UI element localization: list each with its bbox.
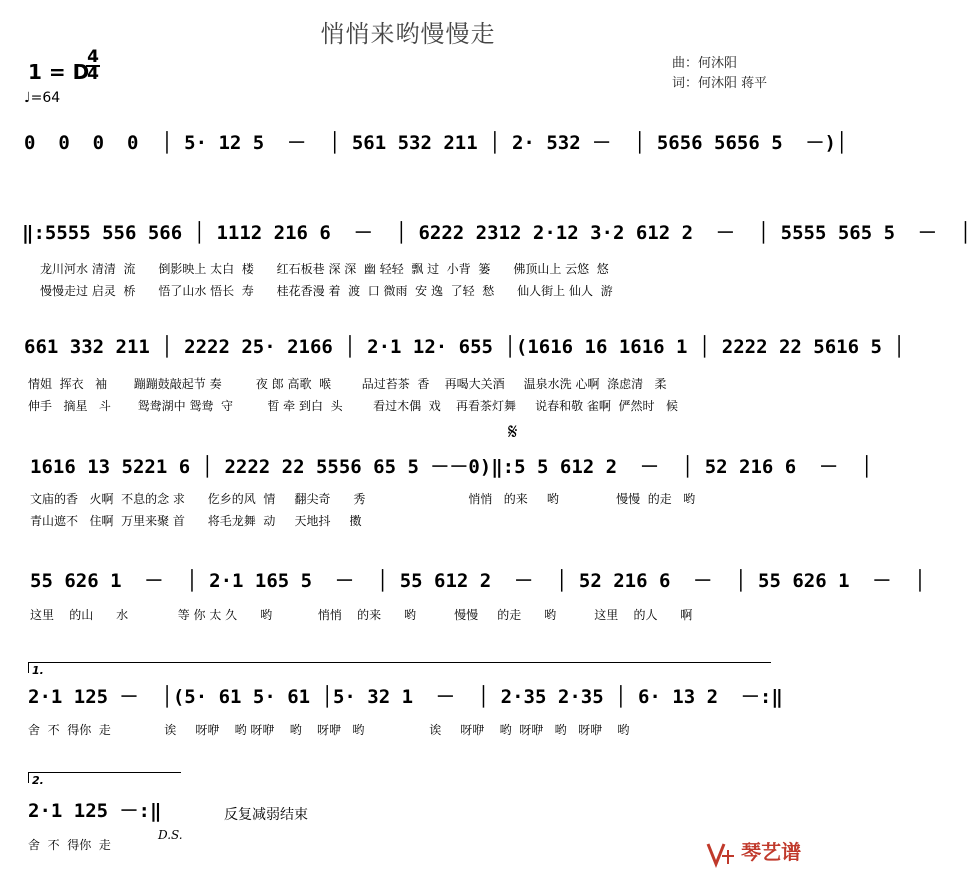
staff-line-3: 661 332 211 │ 2222 25· 2166 │ 2·1 12· 655 │(1616 16 1616 1 │ 2222 22 5616 5 │	[24, 336, 905, 358]
lyrics-3a: 情姐 挥衣 袖 蹦蹦鼓敲起节 奏 夜 郎 高歌 喉 品过苔茶 香 再喝大关酒 温泉水洗 心啊 涤虑清 柔	[28, 377, 667, 391]
watermark-logo	[706, 836, 801, 868]
key-signature: 1 = D	[28, 60, 90, 84]
tempo-marking: ♩=64	[24, 90, 61, 106]
lyrics-4b: 青山遮不 住啊 万里来聚 首 将毛龙舞 动 天地抖 擞	[30, 514, 362, 528]
time-signature	[86, 47, 100, 84]
score-title: 悄悄来哟慢慢走	[320, 20, 496, 48]
lyrics-5: 这里 的山 水 等 你 太 久 哟 悄悄 的来 哟 慢慢 的走 哟 这里 的人 啊	[30, 608, 693, 622]
staff-line-2: ‖:5555 556 566 │ 1112 216 6 － │ 6222 2312 2·12 3·2 612 2 － │ 5555 565 5 － │	[22, 222, 971, 244]
staff-line-1: 0 0 0 0 │ 5· 12 5 － │ 561 532 211 │ 2· 532 － │ 5656 5656 5 －)│	[24, 132, 848, 154]
staff-line-5: 55 626 1 － │ 2·1 165 5 － │ 55 612 2 － │ 52 216 6 － │ 55 626 1 － │	[30, 570, 926, 592]
staff-line-6: 2·1 125 － │(5· 61 5· 61 │5· 32 1 － │ 2·35 2·35 │ 6· 13 2 －:‖	[28, 686, 783, 708]
lyrics-2b: 慢慢走过 启灵 桥 悟了山水 悟长 寿 桂花香漫 着 渡 口 微雨 安 逸 了轻 愁 仙人街上 仙人 游	[40, 284, 613, 298]
staff-line-4: 1616 13 5221 6 │ 2222 22 5556 65 5 －－0)‖:5 5 612 2 － │ 52 216 6 － │	[30, 456, 873, 478]
volta-label-2: 2.	[32, 774, 44, 787]
lyrics-3b: 伸手 摘星 斗 鸳鸯湖中 鸳鸯 守 晢 牵 到白 头 看过木偶 戏 再看茶灯舞 说春和敬 雀啊 俨然时 候	[28, 399, 678, 413]
volta-label-1: 1.	[32, 664, 44, 677]
lyrics-2a: 龙川河水 清清 流 倒影映上 太白 楼 红石板巷 深 深 幽 轻轻 飘 过 小背 篓 佛顶山上 云悠 悠	[40, 262, 609, 276]
lyricist-credit: 词：何沐阳 蒋平	[672, 76, 768, 91]
logo-mark-icon	[706, 842, 736, 868]
segno-icon: 𝄋	[508, 420, 518, 445]
lyrics-7: 舍 不 得你 走	[28, 838, 111, 852]
lyrics-4a: 文庙的香 火啊 不息的念 求 仡乡的风 情 翻尖奇 秀 悄悄 的来 哟 慢慢 的走 哟	[30, 492, 696, 506]
composer-credit: 曲：何沐阳	[672, 56, 738, 71]
volta-bracket-2	[28, 772, 181, 783]
lyrics-6: 舍 不 得你 走 诶 呀咿 哟 呀咿 哟 呀咿 哟 诶 呀咿 哟 呀咿 哟 呀咿 哟	[28, 723, 630, 737]
quarter-note-icon: ♩	[24, 90, 31, 106]
performance-instruction: 反复减弱结束	[224, 807, 308, 823]
time-sig-top: 4	[87, 47, 99, 67]
staff-line-7: 2·1 125 －:‖	[28, 800, 162, 822]
volta-bracket-1	[28, 662, 771, 673]
dal-segno-mark: D.S.	[158, 828, 183, 842]
time-sig-bottom: 4	[87, 64, 99, 84]
logo-text: 琴艺谱	[741, 840, 802, 864]
